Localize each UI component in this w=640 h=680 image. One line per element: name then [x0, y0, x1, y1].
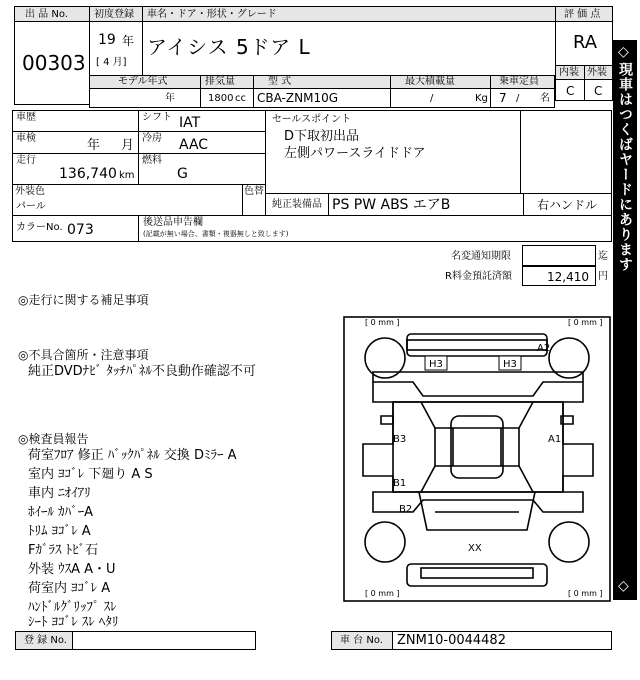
lot-no-cell [14, 21, 90, 105]
tire-label-rl: [ 0 mm ] [365, 589, 400, 598]
recycle-unit: 円 [598, 271, 608, 282]
lot-no-label-cell [14, 6, 90, 22]
reg-no-label: 登 録 No. [24, 635, 67, 646]
mileage-unit: km [119, 170, 135, 181]
capacity-label: 乗車定員 [499, 76, 539, 87]
ac-label: 冷房 [142, 133, 162, 144]
inspector-line: ｼｰﾄ ﾖｺﾞﾚ ｽﾚ ﾍﾀﾘ [28, 615, 119, 630]
load-slash: / [430, 93, 434, 104]
inspector-line: 車内 ﾆｵｲｱﾘ [28, 486, 91, 501]
defects-title: ◎不具合箇所・注意事項 [18, 348, 149, 362]
interior-grade-cell [555, 79, 585, 101]
mileage-cell [12, 153, 139, 185]
mark-h3-right: H3 [503, 359, 517, 370]
capacity-slash: / [516, 93, 520, 104]
inspector-line: ﾊﾝﾄﾞﾙｸﾞﾘｯﾌﾟ ｽﾚ [28, 600, 117, 615]
displacement-label: 排気量 [205, 76, 235, 87]
inspector-line: 荷室内 ﾖｺﾞﾚ A [28, 581, 111, 596]
capacity-unit: 名 [540, 93, 550, 104]
steering-value: 右ハンドル [537, 198, 598, 212]
shift-cell [138, 110, 266, 132]
equipment-label-cell [265, 193, 329, 216]
car-name-cell [142, 21, 556, 76]
color-no-value: 073 [67, 222, 94, 238]
rating-value: RA [573, 32, 598, 53]
interior-grade: C [566, 84, 575, 98]
inspector-line: Fｶﾞﾗｽ ﾄﾋﾞ石 [28, 543, 99, 558]
inspection-year: 年 [87, 138, 101, 153]
fuel-value: G [177, 166, 188, 182]
reg-no-value-cell [72, 631, 256, 650]
car-name: アイシス 5ドア L [147, 35, 311, 59]
sales-points-box [265, 110, 521, 194]
history-label: 車歴 [16, 112, 36, 123]
name-change-unit: 迄 [598, 251, 608, 262]
postinstall-label: 後送品申告欄 [143, 217, 203, 228]
inspection-cell [12, 131, 139, 154]
shift-value: IAT [179, 115, 201, 131]
model-type: CBA-ZNM10G [257, 91, 339, 105]
first-reg-cell [89, 21, 143, 76]
car-name-label-cell [142, 6, 556, 22]
steering-cell [523, 193, 612, 216]
ac-value: AAC [179, 137, 209, 153]
lot-no-label: 出 品 No. [25, 9, 68, 20]
mileage-label: 走行 [16, 155, 36, 166]
displacement-unit: cc [235, 93, 246, 104]
color-no-cell [12, 215, 139, 242]
inspector-line: 外装 ｳｽA A・U [28, 562, 116, 577]
sidebar-text: 現車はつくばヤードにあります [617, 62, 633, 272]
sales-point-2: 左側パワースライドドア [284, 146, 426, 161]
inspection-month: 月 [121, 138, 135, 153]
name-change-label: 名変通知期限 [451, 251, 511, 262]
exterior-grade-cell [584, 79, 613, 101]
mark-b2: B2 [399, 504, 413, 515]
first-reg-year: 19 [98, 32, 116, 48]
exterior-label-cell [584, 65, 613, 80]
max-load-label: 最大積載量 [405, 76, 455, 87]
location-sidebar [613, 40, 637, 600]
name-change-value-cell [522, 245, 596, 266]
tire-label-fl: [ 0 mm ] [365, 318, 400, 327]
fuel-cell [138, 153, 266, 185]
inspector-line: 室内 ﾖｺﾞﾚ 下廻り A S [28, 467, 153, 482]
recycle-amount: 12,410 [547, 270, 589, 284]
first-reg-label-cell [89, 6, 143, 22]
mark-xx: XX [468, 543, 482, 554]
sales-point-1: D下取初出品 [284, 129, 360, 144]
mileage-value: 136,740 [59, 166, 117, 182]
sales-points-label: セールスポイント [272, 114, 352, 125]
ac-cell [138, 131, 266, 154]
lot-no: 00303 [22, 51, 86, 75]
sidebar-top-mark: ◇ [618, 44, 629, 60]
first-reg-label: 初度登録 [94, 9, 134, 20]
interior-label: 内装 [559, 67, 579, 78]
color-no-label: カラーNo. [16, 222, 63, 233]
chassis-label: 車 台 No. [340, 635, 383, 646]
tire-label-fr: [ 0 mm ] [568, 318, 603, 327]
chassis-label-cell [331, 631, 393, 650]
color-tone-cell [242, 184, 266, 216]
reg-no-label-cell [15, 631, 73, 650]
exterior-label: 外装 [587, 67, 607, 78]
capacity: 7 [499, 91, 507, 105]
inspection-label: 車検 [16, 133, 36, 144]
inspector-line: ﾎｲｰﾙ ｶﾊﾞｰA [28, 505, 94, 520]
chassis-no: ZNM10-0044482 [397, 633, 506, 648]
year-char: 年 [122, 34, 135, 48]
model-year-label: モデル年式 [118, 76, 168, 87]
rating-label-cell [555, 6, 613, 22]
car-outline-svg [343, 316, 611, 602]
equipment-label: 純正装備品 [272, 199, 322, 210]
recycle-value-cell [522, 266, 596, 286]
rating-cell [555, 21, 613, 66]
sidebar-bottom-mark: ◇ [618, 578, 629, 594]
car-damage-diagram [343, 316, 611, 602]
inspector-title: ◎検査員報告 [18, 432, 89, 446]
history-cell [12, 110, 139, 132]
displacement: 1800 [208, 93, 234, 104]
equipment-items-cell [328, 193, 524, 216]
mark-b3: B3 [393, 434, 407, 445]
driving-remarks-title: ◎走行に関する補足事項 [18, 293, 149, 307]
mark-a2: A2 [537, 343, 551, 354]
type-label: 型 式 [268, 76, 292, 87]
defects-line: 純正DVDﾅﾋﾞ ﾀｯﾁﾊﾟﾈﾙ不良動作確認不可 [28, 364, 256, 379]
color-cell [12, 184, 243, 216]
mark-b1: B1 [393, 478, 407, 489]
shift-label: シフト [142, 112, 172, 123]
interior-label-cell [555, 65, 585, 80]
inspector-line: ﾄﾘﾑ ﾖｺﾞﾚ A [28, 524, 91, 539]
color-tone-label: 色替 [244, 186, 264, 197]
load-unit: Kg [475, 93, 488, 104]
fuel-label: 燃料 [142, 155, 162, 166]
postinstall-cell [138, 215, 612, 242]
color-value: パール [16, 201, 46, 212]
exterior-grade: C [594, 84, 603, 98]
sales-points-extra [520, 110, 612, 194]
mark-a1: A1 [548, 434, 562, 445]
model-year-unit: 年 [165, 93, 175, 104]
tire-label-rr: [ 0 mm ] [568, 589, 603, 598]
recycle-label: R料金預託済額 [445, 271, 512, 282]
mark-h3-left: H3 [429, 359, 443, 370]
inspector-line: 荷室ﾌﾛｱ 修正 ﾊﾞｯｸﾊﾟﾈﾙ 交換 Dﾐﾗｰ A [28, 448, 237, 463]
first-reg-month: [ 4 月] [96, 57, 127, 68]
postinstall-note: (記載が無い場合、書類・複器無しと致します) [143, 230, 289, 238]
car-name-label: 車名・ドア・形状・グレード [147, 9, 277, 20]
color-label: 外装色 [15, 186, 45, 197]
rating-label: 評 価 点 [564, 9, 601, 20]
equipment-items: PS PW ABS エアB [332, 197, 451, 213]
chassis-value-cell [392, 631, 612, 650]
